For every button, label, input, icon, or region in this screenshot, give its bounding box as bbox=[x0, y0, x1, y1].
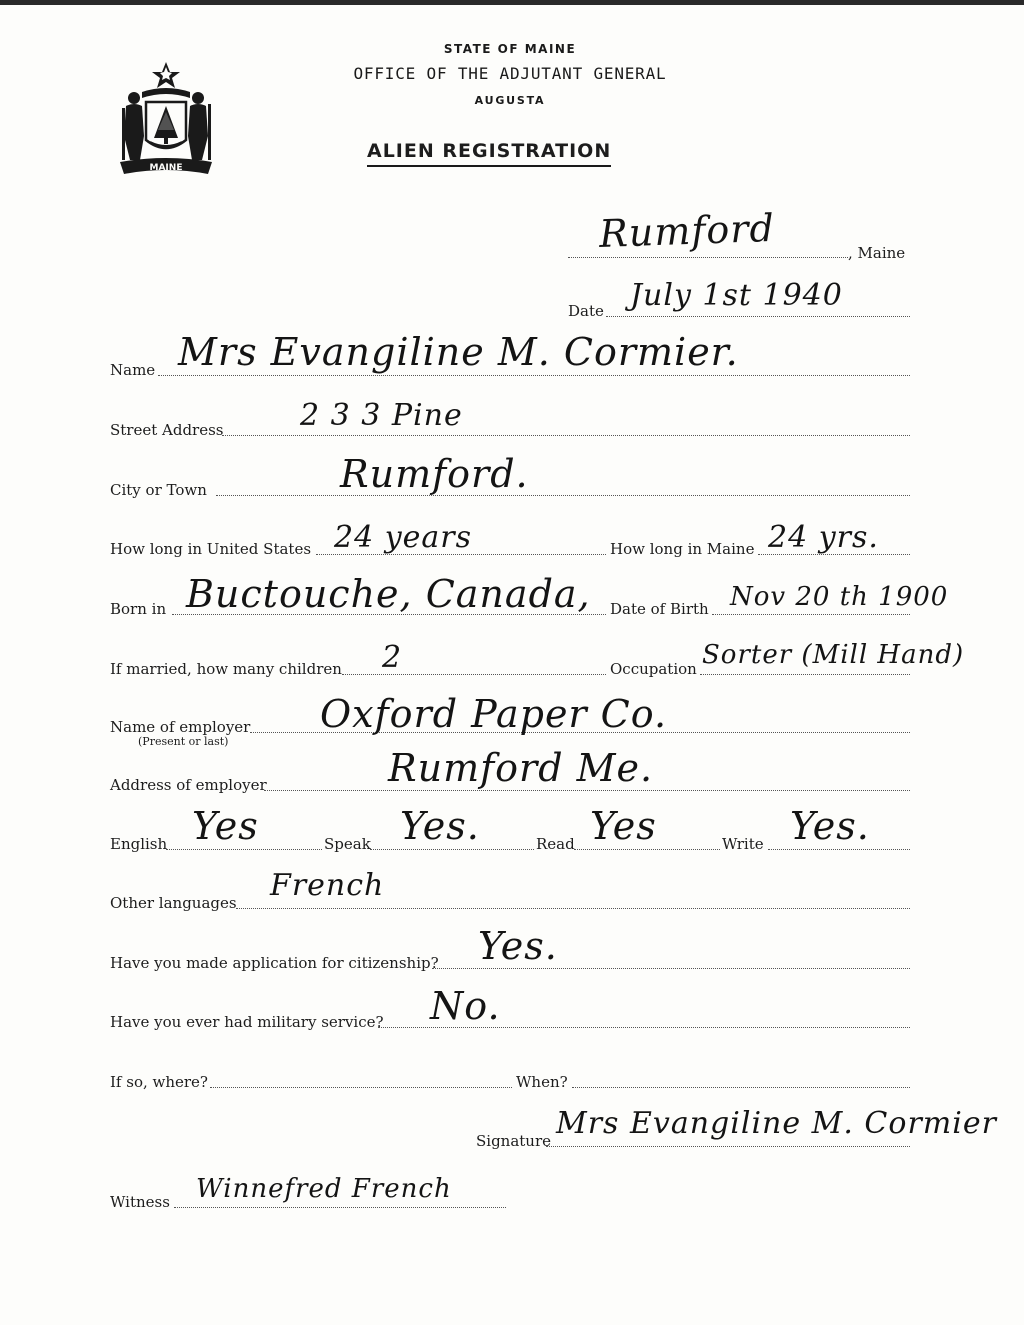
other-languages-label: Other languages bbox=[110, 894, 237, 912]
english-line bbox=[166, 849, 322, 850]
employer-address-label: Address of employer bbox=[110, 776, 267, 794]
name-label: Name bbox=[110, 361, 156, 379]
born-label: Born in bbox=[110, 600, 167, 618]
signature-line bbox=[546, 1146, 910, 1147]
date-value: July 1st 1940 bbox=[630, 278, 843, 313]
other-languages-line bbox=[236, 908, 910, 909]
citizenship-value: Yes. bbox=[478, 924, 558, 968]
occupation-value: Sorter (Mill Hand) bbox=[702, 640, 965, 670]
occupation-line bbox=[700, 674, 910, 675]
signature-value: Mrs Evangiline M. Cormier bbox=[556, 1106, 997, 1141]
city-label: City or Town bbox=[110, 481, 207, 499]
read-line bbox=[574, 849, 720, 850]
dob-line bbox=[712, 614, 910, 615]
where-label: If so, where? bbox=[110, 1073, 208, 1091]
city-line bbox=[216, 495, 910, 496]
write-value: Yes. bbox=[790, 804, 870, 848]
city-value: Rumford. bbox=[340, 452, 529, 496]
write-line bbox=[768, 849, 910, 850]
dob-label: Date of Birth bbox=[610, 600, 709, 618]
maine-time-value: 24 yrs. bbox=[768, 520, 879, 555]
name-line bbox=[158, 375, 910, 376]
dob-value: Nov 20 th 1900 bbox=[730, 582, 949, 612]
citizenship-label: Have you made application for citizenship? bbox=[110, 954, 439, 972]
maine-time-label: How long in Maine bbox=[610, 540, 755, 558]
header-city: AUGUSTA bbox=[474, 94, 546, 107]
town-line bbox=[568, 257, 848, 258]
military-label: Have you ever had military service? bbox=[110, 1013, 384, 1031]
employer-note: (Present or last) bbox=[138, 735, 229, 748]
employer-address-value: Rumford Me. bbox=[388, 746, 654, 790]
children-label: If married, how many children bbox=[110, 660, 342, 678]
english-label: English bbox=[110, 835, 168, 853]
maine-label: , Maine bbox=[848, 244, 906, 262]
when-line bbox=[572, 1087, 910, 1088]
header-office: OFFICE OF THE ADJUTANT GENERAL bbox=[353, 64, 667, 83]
other-languages-value: French bbox=[270, 868, 385, 903]
signature-label: Signature bbox=[476, 1132, 552, 1150]
form-title: ALIEN REGISTRATION bbox=[367, 140, 611, 167]
street-value: 2 3 3 Pine bbox=[300, 398, 463, 433]
employer-label: Name of employer bbox=[110, 718, 251, 736]
military-value: No. bbox=[430, 984, 501, 1028]
citizenship-line bbox=[432, 968, 910, 969]
born-value: Buctouche, Canada, bbox=[186, 572, 591, 616]
witness-label: Witness bbox=[110, 1193, 170, 1211]
english-value: Yes bbox=[192, 804, 259, 848]
town-value: Rumford bbox=[598, 205, 776, 256]
read-value: Yes bbox=[590, 804, 657, 848]
speak-line bbox=[370, 849, 534, 850]
witness-value: Winnefred French bbox=[196, 1174, 452, 1204]
street-label: Street Address bbox=[110, 421, 224, 439]
when-label: When? bbox=[516, 1073, 568, 1091]
maine-state-seal-icon bbox=[112, 58, 220, 182]
read-label: Read bbox=[536, 835, 575, 853]
us-time-value: 24 years bbox=[334, 520, 473, 555]
write-label: Write bbox=[722, 835, 764, 853]
where-line bbox=[210, 1087, 512, 1088]
witness-line bbox=[174, 1207, 506, 1208]
occupation-label: Occupation bbox=[610, 660, 697, 678]
name-value: Mrs Evangiline M. Cormier. bbox=[178, 330, 739, 374]
header-state: STATE OF MAINE bbox=[443, 42, 577, 56]
street-line bbox=[222, 435, 910, 436]
us-time-label: How long in United States bbox=[110, 540, 312, 558]
seal-banner-text: MAINE bbox=[149, 163, 183, 173]
date-label: Date bbox=[568, 302, 604, 320]
speak-label: Speak bbox=[324, 835, 371, 853]
employer-address-line bbox=[264, 790, 910, 791]
employer-value: Oxford Paper Co. bbox=[320, 692, 668, 736]
speak-value: Yes. bbox=[400, 804, 480, 848]
children-value: 2 bbox=[382, 640, 403, 675]
page-top-edge bbox=[0, 0, 1024, 5]
date-line bbox=[606, 316, 910, 317]
